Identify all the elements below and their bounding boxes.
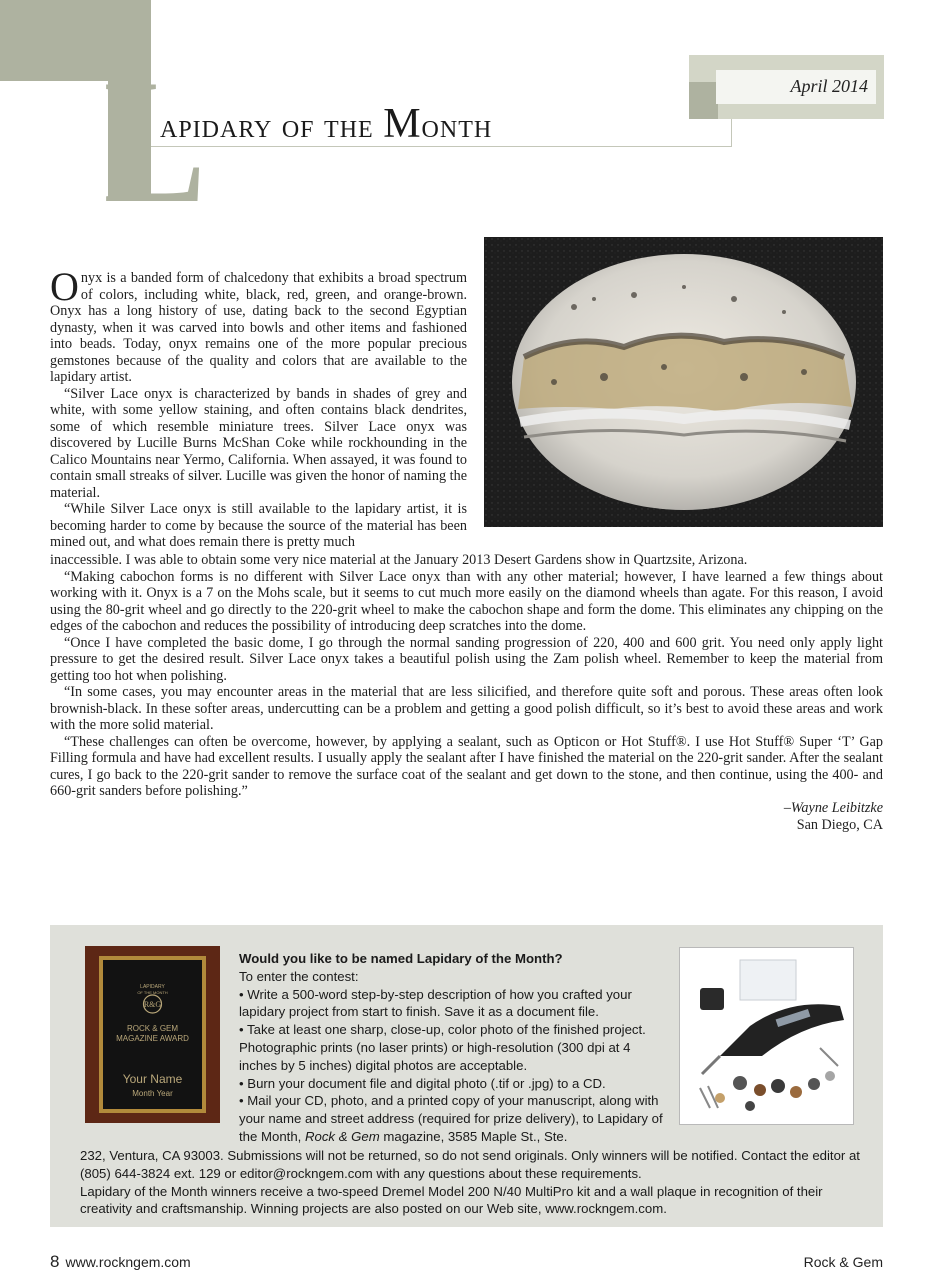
award-plaque-photo: [85, 946, 220, 1123]
contest-heading: Would you like to be named Lapidary of the Month?: [239, 951, 563, 966]
accessory-bits: [700, 1048, 838, 1111]
contest-details: [80, 1147, 860, 1218]
cabochon-illustration: [484, 237, 883, 527]
article-full-column: [50, 552, 883, 800]
paragraph-3: “While Silver Lace onyx is still available to the lapidary artist, it is becoming harder to come by because the source of the material has been mined out, and what does remain there is pretty much: [50, 501, 467, 550]
author-location: San Diego, CA: [796, 816, 883, 833]
plaque-line1: LAPIDARY: [140, 984, 165, 990]
dremel-illustration: [680, 948, 853, 1124]
plaque-line3: ROCK & GEM: [126, 1024, 179, 1033]
magazine-name: Rock & Gem: [304, 1128, 380, 1144]
plaque-line4: MAGAZINE AWARD: [116, 1034, 189, 1043]
plaque-logo: R&G: [143, 1000, 162, 1009]
paragraph-5: “Once I have completed the basic dome, I go through the normal sanding progression of 220, 400 and 600 grit. You need only apply light pressure to get the desired result. Silver Lace onyx takes a beautiful polish using the Zam polish wheel. Remember to keep the material from getting too hot when polishing.: [50, 634, 883, 684]
title-part-b: onth: [421, 108, 493, 145]
byline: [600, 800, 883, 833]
page-title: [160, 100, 492, 148]
contest-bullet-2: • Take at least one sharp, close-up, color photo of the finished project. Photographic prints (no laser prints) or high-resolution (300 dpi at 4 inches by 5 inches) digital photos are acceptable.: [239, 1022, 646, 1073]
footer-publication: Rock & Gem: [803, 1254, 883, 1270]
plaque-line6: Month Year: [132, 1089, 173, 1098]
paragraph-3-continued: inaccessible. I was able to obtain some very nice material at the January 2013 Desert Gardens show in Quartzsite, Arizona.: [50, 552, 748, 568]
issue-date: April 2014: [790, 76, 868, 96]
accessory-case: [740, 960, 796, 1000]
contest-mail-start: • Mail your CD, photo, and a printed copy of your manuscript, along with your name and street address (required for prize delivery), to Lapidary of the Month,: [239, 1093, 663, 1144]
plaque-line5: Your Name: [122, 1072, 183, 1086]
date-accent: [689, 82, 718, 119]
attachment: [700, 988, 724, 1010]
onyx-cabochon-photo: [484, 237, 883, 527]
contest-prize: Lapidary of the Month winners receive a two-speed Dremel Model 200 N/40 MultiPro kit and a wall plaque in recognition of their creativity and craftsmanship. Winning projects are also posted on our Web site, www.rockngem.com.: [80, 1183, 823, 1217]
contest-bullet-1: • Write a 500-word step-by-step description of how you crafted your lapidary project from start to finish. Save it as a document file.: [239, 986, 632, 1020]
plaque-illustration: [85, 946, 220, 1123]
paragraph-4: “Making cabochon forms is no different with Silver Lace onyx than with any other material; however, I have learned a few things about working with it. Onyx is a 7 on the Mohs scale, but it seems to cut much more easily on the diamond wheels than agate. For this reason, I avoid using the 80-grit wheel and go directly to the 220-grit wheel to make the cabochon shape and form the dome. This eliminates any chipping on the edges of the cabochon and reduces the possibility of introducing deep scratches into the dome.: [50, 568, 883, 634]
dremel-kit-photo: [679, 947, 854, 1125]
contest-bullet-4: [239, 1092, 664, 1145]
title-initial: L: [101, 42, 210, 240]
title-cap-m: M: [383, 101, 422, 147]
paragraph-1-text: nyx is a banded form of chalcedony that exhibits a broad spectrum of colors, including white, black, red, green, and orange-brown. Onyx has a long history of use, dating back to the second Egyptian dynasty, when it was carved into bowls and other items and fashioned into beads. Today, onyx remains one of the more popular precious gemstones because of the quality and colors that are available to the lapidary artist.: [50, 270, 467, 385]
contest-bullet-3: • Burn your document file and digital photo (.tif or .jpg) to a CD.: [239, 1075, 606, 1091]
paragraph-7: “These challenges can often be overcome, however, by applying a sealant, such as Opticon or Hot Stuff®. I use Hot Stuff® Super ‘T’ Gap Filling formula and have had excellent results. I usually apply the sealant after I have finished the material on the 220-grit sander. After the sealant cures, I go back to the 220-grit sander to remove the surface coat of the sealant and get down to the stone, and then continue, using the 400- and 660-grit sanders before polishing.”: [50, 733, 883, 799]
paragraph-1: [50, 264, 467, 386]
paragraph-2: “Silver Lace onyx is characterized by bands in shades of grey and white, with some yellow staining, and often contains black dendrites, some of which resemble miniature trees. Silver Lace onyx was discovered by Lucille Burns McShan Coke while rockhounding in the Calico Mountains near Yermo, California. When assayed, it was found to contain small streaks of silver. Lucille was given the honor of naming the material.: [50, 385, 467, 501]
article-left-column: [50, 264, 467, 551]
contest-intro: To enter the contest:: [239, 968, 359, 984]
title-part-a: apidary of the: [160, 108, 384, 145]
contest-mail-end: magazine, 3585 Maple St., Ste.: [379, 1128, 568, 1144]
tool-bit: [702, 1056, 720, 1074]
paragraph-6: “In some cases, you may encounter areas in the material that are less silicified, and therefore quite soft and porous. These areas often look brownish-black. In these softer areas, undercutting can be a problem and getting a good polish difficult, so it’s best to avoid these areas and work with the more solid material.: [50, 684, 883, 733]
drop-cap: O: [50, 264, 79, 309]
contest-continuation: 232, Ventura, CA 93003. Submissions will not be returned, so do not send originals. Only winners will be notified. Contact the editor at (805) 644-3824 ext. 129 or editor@rockngem.com with any questions about these requirements.: [80, 1148, 860, 1181]
footer-left: [50, 1252, 191, 1272]
contest-instructions: [239, 950, 664, 1146]
footer-website[interactable]: www.rockngem.com: [65, 1254, 191, 1270]
plaque-line2: OF THE MONTH: [137, 990, 168, 995]
page-number: 8: [50, 1252, 60, 1271]
rotary-tool-body: [720, 1004, 844, 1056]
author-name: –Wayne Leibitzke: [783, 800, 883, 816]
